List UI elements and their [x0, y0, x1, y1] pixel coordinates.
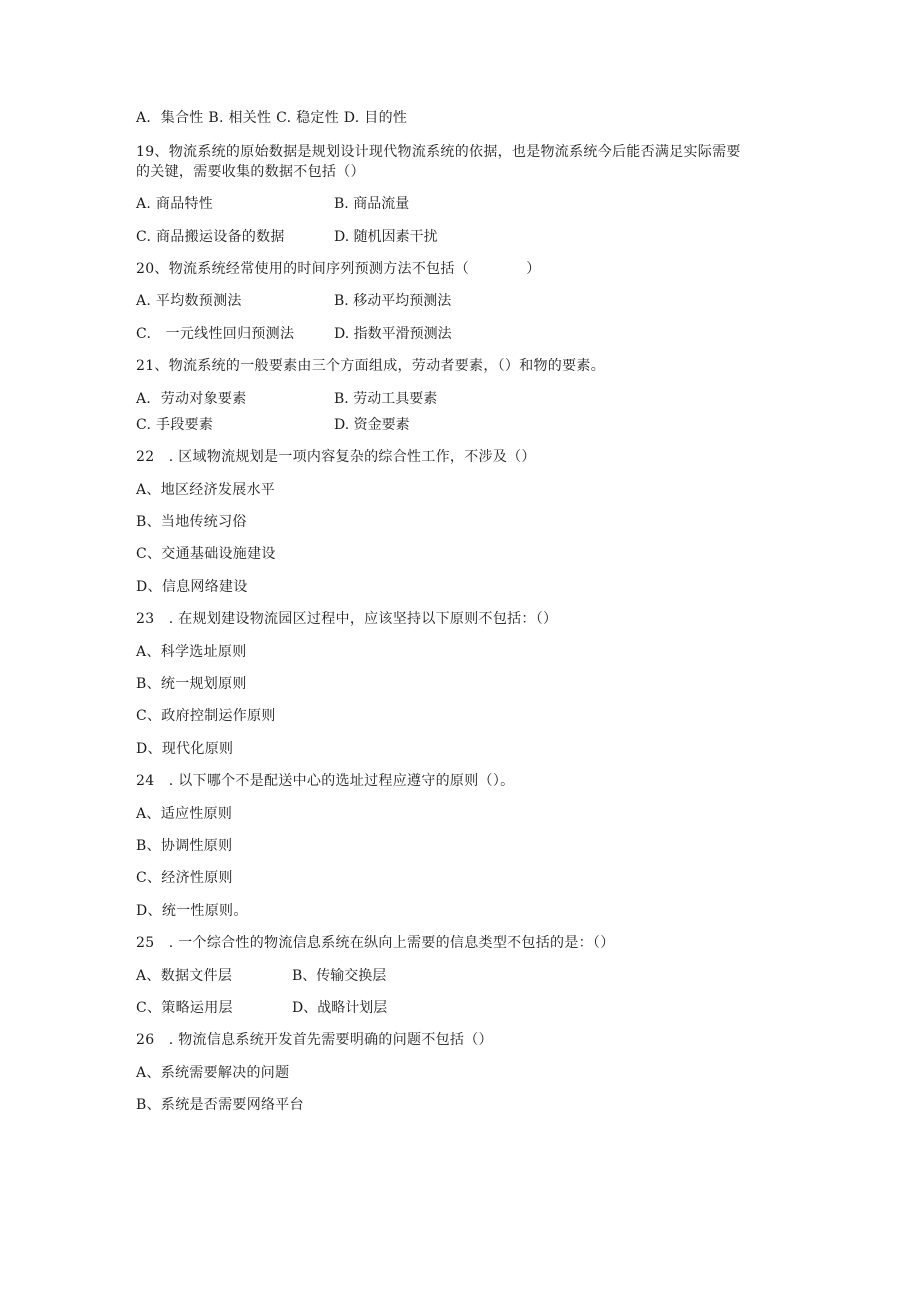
q19-stem-line1: 19、物流系统的原始数据是规划设计现代物流系统的依据，也是物流系统今后能否满足实际需要 — [136, 144, 741, 160]
q18-options: A．集合性 B. 相关性 C. 稳定性 D. 目的性 — [136, 110, 408, 126]
q24-option-c: C、经济性原则 — [136, 870, 233, 886]
q26-option-b: B、系统是否需要网络平台 — [136, 1097, 304, 1113]
q19-option-d: D. 随机因素干扰 — [334, 229, 438, 245]
q25-option-a: A、数据文件层 — [136, 968, 233, 984]
q24-option-d: D、统一性原则。 — [136, 903, 248, 919]
q24-stem: 24 . 以下哪个不是配送中心的选址过程应遵守的原则（）。 — [136, 773, 515, 789]
q24-option-a: A、适应性原则 — [136, 806, 233, 822]
q23-option-c: C、政府控制运作原则 — [136, 708, 276, 724]
q25-option-c: C、策略运用层 — [136, 1000, 233, 1016]
q20-option-c: C. 一元线性回归预测法 — [136, 326, 295, 342]
q21-stem: 21、物流系统的一般要素由三个方面组成，劳动者要素，（）和物的要素。 — [136, 358, 606, 374]
q20-option-d: D. 指数平滑预测法 — [334, 326, 452, 342]
q19-option-b: B. 商品流量 — [334, 196, 410, 212]
q25-option-b: B、传输交换层 — [292, 968, 387, 984]
q23-option-d: D、现代化原则 — [136, 741, 234, 757]
q25-option-d: D、战略计划层 — [292, 1000, 388, 1016]
q20-option-b: B. 移动平均预测法 — [334, 293, 452, 309]
q21-option-b: B. 劳动工具要素 — [334, 391, 438, 407]
q26-stem: 26 . 物流信息系统开发首先需要明确的问题不包括（） — [136, 1032, 493, 1048]
q22-option-b: B、当地传统习俗 — [136, 514, 247, 530]
q19-stem-line2: 的关键，需要收集的数据不包括（） — [136, 164, 365, 180]
q21-option-c: C. 手段要素 — [136, 417, 214, 433]
q20-option-a: A. 平均数预测法 — [136, 293, 242, 309]
q24-option-b: B、协调性原则 — [136, 838, 233, 854]
q23-stem: 23 . 在规划建设物流园区过程中，应该坚持以下原则不包括：（） — [136, 611, 558, 627]
q21-option-d: D. 资金要素 — [334, 417, 410, 433]
q26-option-a: A、系统需要解决的问题 — [136, 1065, 290, 1081]
q21-option-a: A．劳动对象要素 — [136, 391, 247, 407]
q22-option-d: D、信息网络建设 — [136, 579, 248, 595]
q23-option-a: A、科学选址原则 — [136, 644, 247, 660]
q20-stem: 20、物流系统经常使用的时间序列预测方法不包括（ ） — [136, 261, 541, 277]
q19-option-c: C. 商品搬运设备的数据 — [136, 229, 285, 245]
q19-option-a: A. 商品特性 — [136, 196, 214, 212]
q23-option-b: B、统一规划原则 — [136, 676, 247, 692]
q22-option-c: C、交通基础设施建设 — [136, 546, 276, 562]
q22-stem: 22 . 区域物流规划是一项内容复杂的综合性工作，不涉及（） — [136, 449, 536, 465]
q22-option-a: A、地区经济发展水平 — [136, 482, 276, 498]
q25-stem: 25 . 一个综合性的物流信息系统在纵向上需要的信息类型不包括的是：（） — [136, 935, 615, 951]
